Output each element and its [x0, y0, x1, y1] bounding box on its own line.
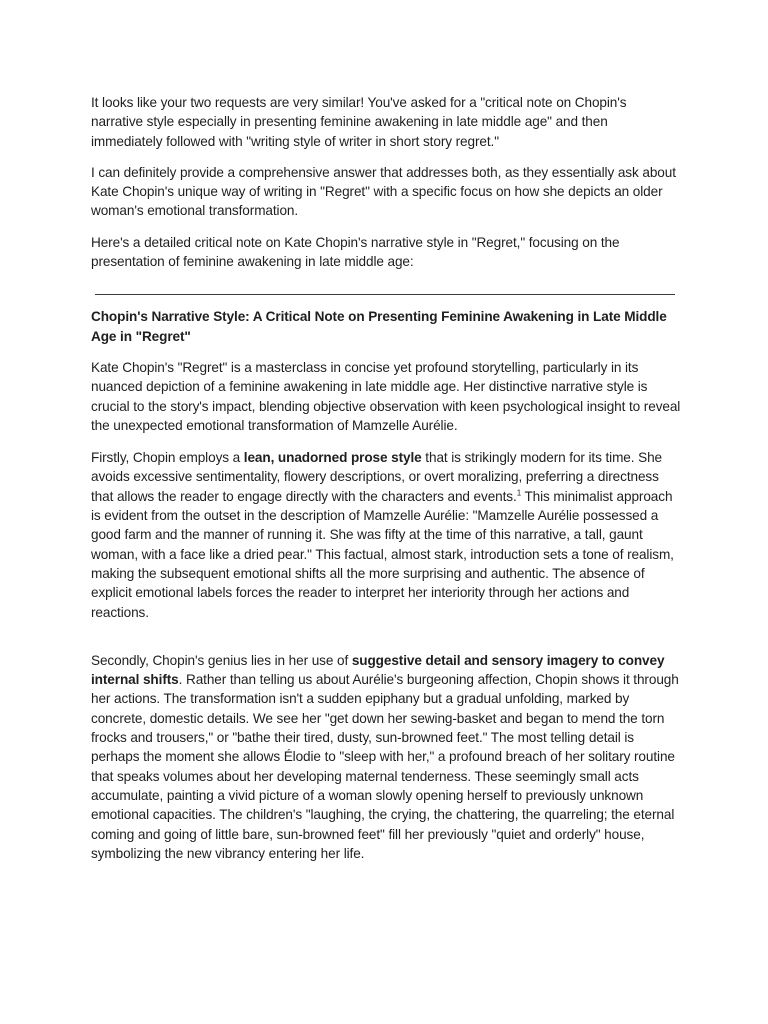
paragraph-2-text-c: This minimalist approach is evident from the outset in the description of Mamzelle Aurélie: "Mamzelle Aurélie possessed a good farm and the manner of running it. She was fifty at the time of this narrative, a tall, gaunt woman, with a face like a dried pear." This factual, almost stark, introduction sets a tone of realism, making the subsequent emotional shifts all the more surprising and authentic. The absence of explicit emotional labels forces the reader to interpret her interiority through her actions and reactions.: [91, 488, 674, 620]
intro-paragraph-1: It looks like your two requests are very similar! You've asked for a "critical note on Chopin's narrative style especially in presenting feminine awakening in late middle age" and then immediately followed with "writing style of writer in short story regret.": [91, 95, 627, 149]
article-paragraph-3: [91, 651, 681, 863]
paragraph-3-text-b: . Rather than telling us about Aurélie's burgeoning affection, Chopin shows it through her actions. The transformation isn't a sudden epiphany but a gradual unfolding, marked by concrete, domestic details. We see her "get down her sewing-basket and began to mend the torn frocks and trousers," or "bathe their tired, dusty, sun-browned feet." The most telling detail is perhaps the moment she allows Élodie to "sleep with her," a profound breach of her solitary routine that speaks volumes about her developing maternal tenderness. These seemingly small acts accumulate, painting a vivid picture of a woman slowly opening herself to previously unknown emotional capacities. The children's "laughing, the crying, the chattering, the quarreling; the eternal coming and going of little bare, sun-browned feet" fill her previously "quiet and orderly" house, symbolizing the new vibrancy entering her life.: [91, 672, 679, 861]
article-paragraph-1: Kate Chopin's "Regret" is a masterclass in concise yet profound storytelling, particularly in its nuanced depiction of a feminine awakening in late middle age. Her distinctive narrative style is crucial to the story's impact, blending objective observation with keen psychological insight to reveal the unexpected emotional transformation of Mamzelle Aurélie.: [91, 359, 681, 433]
intro-paragraph-3: Here's a detailed critical note on Kate Chopin's narrative style in "Regret," focusing on the presentation of feminine awakening in late middle age:: [91, 234, 620, 270]
footnote-marker[interactable]: 1: [516, 488, 522, 498]
paragraph-2-text-b: that is strikingly modern for its time. She avoids excessive sentimentality, flowery descriptions, or overt moralizing, preferring a directness that allows the reader to engage directly with the characters and events.: [91, 450, 662, 504]
paragraph-2-text-a: Firstly, Chopin employs a: [91, 450, 244, 466]
horizontal-divider: [95, 294, 675, 295]
article-paragraph-2: [91, 448, 681, 622]
paragraph-3-text-a: Secondly, Chopin's genius lies in her use of: [91, 652, 352, 668]
article-heading: Chopin's Narrative Style: A Critical Note on Presenting Feminine Awakening in Late Middle Age in "Regret": [91, 309, 667, 344]
intro-paragraph-2: I can definitely provide a comprehensive answer that addresses both, as they essentially ask about Kate Chopin's unique way of writing in "Regret" with a specific focus on how she depicts an older woman's emotional transformation.: [91, 164, 676, 219]
document-page: [91, 93, 681, 863]
paragraph-2-bold: lean, unadorned prose style: [243, 450, 422, 466]
paragraph-3-bold: suggestive detail and sensory imagery to convey internal shifts: [91, 652, 665, 688]
